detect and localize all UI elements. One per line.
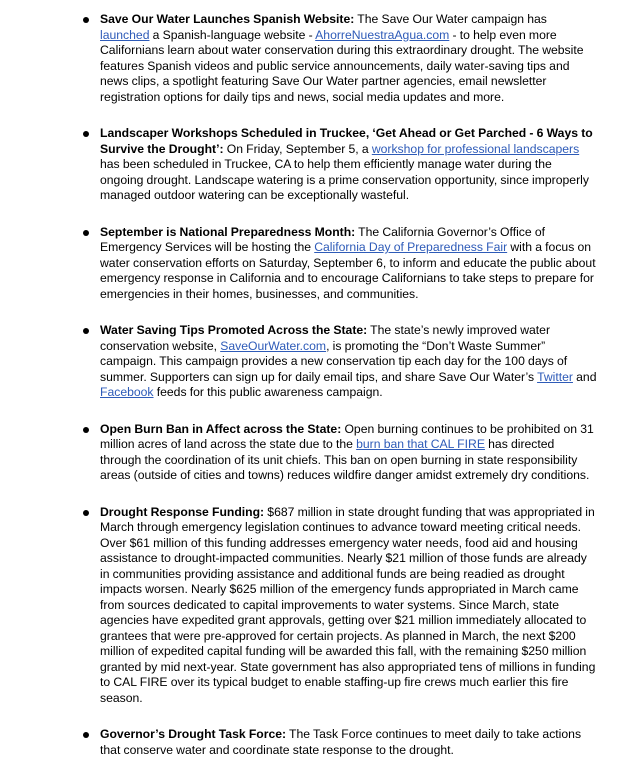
news-item-paragraph <box>100 505 598 707</box>
news-item <box>100 505 598 707</box>
inline-link[interactable]: workshop for professional landscapers <box>371 141 580 156</box>
bullet-dot-icon <box>83 328 89 334</box>
news-item <box>100 727 598 758</box>
inline-link[interactable]: burn ban that CAL FIRE <box>356 437 485 451</box>
bullet-dot-icon <box>83 17 89 23</box>
inline-link[interactable]: Twitter <box>537 369 573 384</box>
news-item-paragraph <box>100 12 598 105</box>
body-text: and <box>572 369 597 384</box>
bullet-dot-icon <box>83 427 89 433</box>
news-item-paragraph <box>100 727 598 758</box>
news-item-paragraph <box>100 126 598 204</box>
bullet-dot-icon <box>83 732 89 738</box>
news-item <box>100 323 598 401</box>
body-text: feeds for this public awareness campaign. <box>153 385 383 399</box>
news-item-title: Governor’s Drought Task Force: <box>100 727 287 741</box>
body-text: with a focus on water conservation efforts on Saturday, September 6, to inform and educate the public about emergency response in California and to encourage Californians to take steps to prepare for emergencies in their homes, businesses, and communities. <box>100 240 596 301</box>
news-item-paragraph <box>100 422 598 484</box>
news-item-title: Open Burn Ban in Affect across the State: <box>100 421 342 436</box>
body-text: On Friday, September 5, a <box>223 141 372 156</box>
inline-link[interactable]: AhorreNuestraAgua.com <box>315 27 450 42</box>
body-text: has been scheduled in Truckee, CA to help them efficiently manage water during the ongoing drought. Landscape watering is a prime conservation opportunity, since improperly managed outdoor watering can be exceptionally wasteful. <box>100 157 589 202</box>
bullet-dot-icon <box>83 131 89 137</box>
body-text: , is promoting the “Don’t Waste Summer” campaign. This campaign provides a new conservation tip each day for the 100 days of summer. Supporters can sign up for daily email tips, and share Save Our Water’s <box>100 338 568 384</box>
body-text: The California Governor’s Office of Emergency Services will be hosting the <box>100 224 546 254</box>
news-item-title: Drought Response Funding: <box>100 504 265 519</box>
inline-link[interactable]: Facebook <box>100 385 154 399</box>
body-text: - to help even more Californians learn about water conservation during this extraordinary drought. The website features Spanish videos and public service announcements, daily water-saving tips and news clips, a spotlight featuring Save Our Water partner agencies, email newsletter registration options for daily tips and news, social media updates and more. <box>100 27 584 104</box>
body-text: The Task Force continues to meet daily to take actions that conserve water and coordinate state response to the drought. <box>100 727 582 757</box>
news-item-title: Save Our Water Launches Spanish Website: <box>100 12 355 26</box>
inline-link[interactable]: SaveOurWater.com <box>220 338 327 353</box>
body-text: The Save Our Water campaign has <box>354 12 547 26</box>
news-item-title: Water Saving Tips Promoted Across the State: <box>100 323 368 337</box>
bullet-dot-icon <box>83 510 89 516</box>
news-item-paragraph <box>100 225 598 303</box>
news-item-title: Landscaper Workshops Scheduled in Truckee, ‘Get Ahead or Get Parched - 6 Ways to Survive the Drought’: <box>100 126 593 156</box>
body-text: has directed through the coordination of its unit chiefs. This ban on open burning in state responsibility areas (outside of cities and towns) reduces wildfire danger amidst extremely dry conditions. <box>100 437 590 482</box>
news-item <box>100 422 598 484</box>
inline-link[interactable]: California Day of Preparedness Fair <box>314 240 508 254</box>
news-item <box>100 126 598 204</box>
bullet-dot-icon <box>83 230 89 236</box>
news-item-title: September is National Preparedness Month: <box>100 224 356 239</box>
inline-link[interactable]: launched <box>100 27 150 42</box>
body-text: Open burning continues to be prohibited on 31 million acres of land across the state due to the <box>100 421 594 451</box>
body-text: The state’s newly improved water conservation website, <box>100 323 551 353</box>
news-item <box>100 225 598 303</box>
body-text: a Spanish-language website - <box>149 27 316 42</box>
body-text: $687 million in state drought funding that was appropriated in March through emergency legislation continues to advance toward meeting critical needs. Over $61 million of this funding addresses emergency water needs, food aid and housing assistance to drought-impacted communities. Nearly $21 million of those funds are already in communities providing assistance and additional funds are being readied as drought impacts worsen. Nearly $625 million of the emergency funds appropriated in March came from sources dedicated to capital improvements to water systems. Since March, state agencies have expedited grant approvals, getting over $21 million immediately allocated to grantees that were pre-approved for certain projects. As planned in March, the next $200 million of expedited capital funding will be awarded this fall, with the remaining $250 million granted by mid next-year. State government has also appropriated tens of millions in funding to CAL FIRE over its typical budget to enable staffing-up fire crews much earlier this fire season. <box>100 504 596 705</box>
news-item-paragraph <box>100 323 598 401</box>
news-item <box>100 12 598 105</box>
news-bullet-list <box>100 12 598 779</box>
